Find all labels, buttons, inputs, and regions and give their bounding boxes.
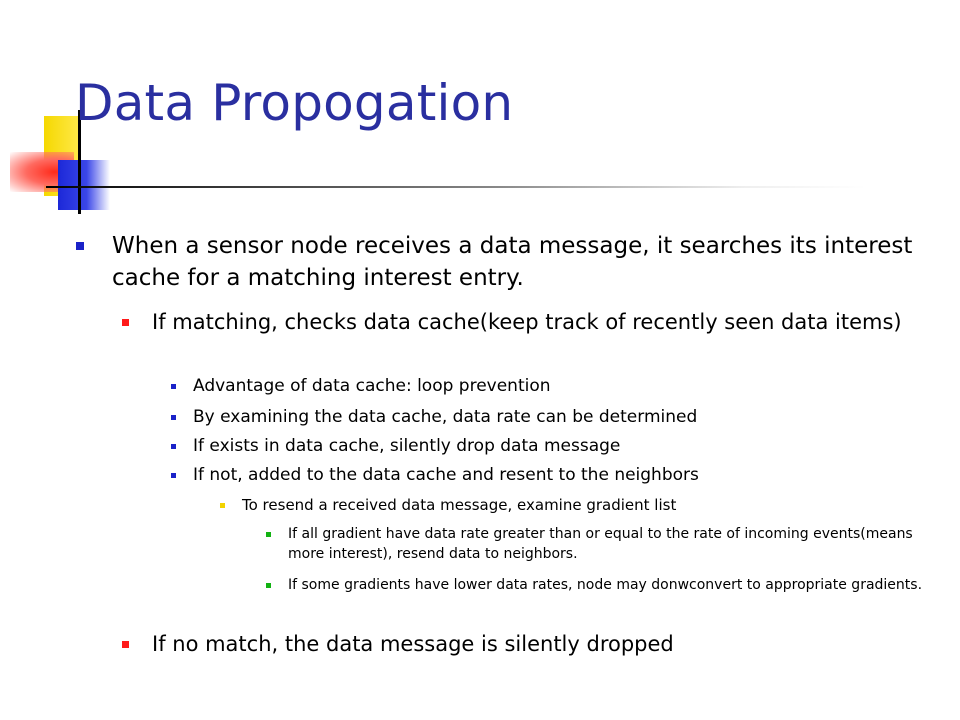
- bullet-marker: [171, 415, 176, 420]
- bullet-text: If all gradient have data rate greater than or equal to the rate of incoming events(means more interest), resend data to neighbors.: [288, 526, 913, 562]
- bullet-marker: [171, 444, 176, 449]
- logo-blue-square: [58, 160, 110, 210]
- bullet-item-level-3: [193, 463, 913, 487]
- bullet-item-level-4: [242, 495, 922, 516]
- bullet-marker: [171, 384, 176, 389]
- bullet-marker: [76, 242, 84, 250]
- bullet-text: By examining the data cache, data rate can be determined: [193, 407, 698, 427]
- bullet-marker: [171, 473, 176, 478]
- bullet-text: If some gradients have lower data rates, node may donwconvert to appropriate gradients.: [288, 577, 923, 593]
- bullet-item-level-2: [152, 308, 922, 336]
- bullet-text: To resend a received data message, examine gradient list: [242, 496, 677, 514]
- bullet-text: If exists in data cache, silently drop data message: [193, 436, 621, 456]
- bullet-marker: [220, 503, 225, 508]
- bullet-item-level-3: [193, 434, 913, 458]
- bullet-text: If not, added to the data cache and resent to the neighbors: [193, 465, 699, 485]
- bullet-marker: [266, 583, 271, 588]
- bullet-marker: [122, 319, 129, 326]
- bullet-item-level-5: [288, 575, 928, 595]
- bullet-item-level-3: [193, 374, 913, 398]
- bullet-item-level-3: [193, 405, 913, 429]
- bullet-marker: [266, 532, 271, 537]
- bullet-marker: [122, 641, 129, 648]
- bullet-item-level-1: [112, 230, 932, 294]
- bullet-text: When a sensor node receives a data message, it searches its interest cache for a matching interest entry.: [112, 233, 913, 291]
- bullet-text: If matching, checks data cache(keep track of recently seen data items): [152, 310, 902, 334]
- slide-title: Data Propogation: [75, 74, 514, 132]
- bullet-item-level-5: [288, 524, 928, 564]
- bullet-item-level-2: [152, 630, 922, 658]
- title-underline: [46, 186, 866, 188]
- bullet-text: Advantage of data cache: loop prevention: [193, 376, 551, 396]
- bullet-text: If no match, the data message is silently dropped: [152, 632, 674, 656]
